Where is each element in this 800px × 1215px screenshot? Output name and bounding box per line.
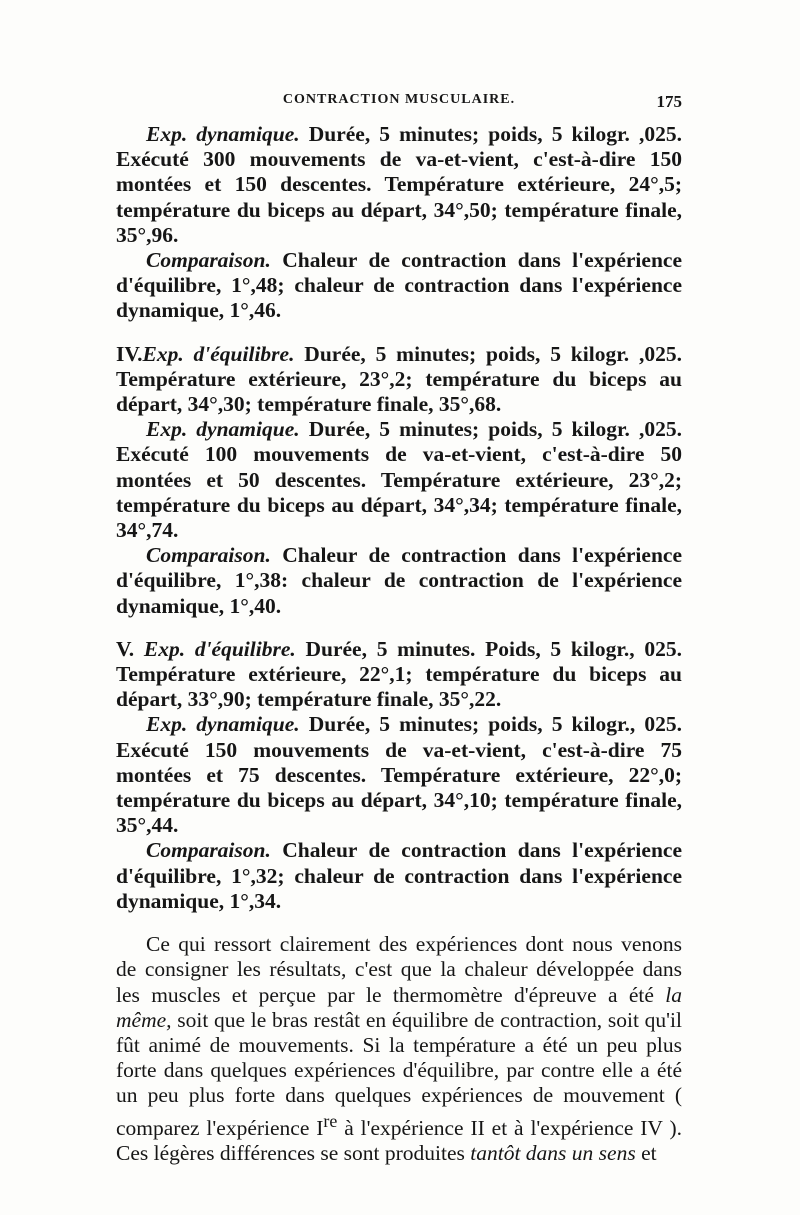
paragraph-conclusion xyxy=(116,932,682,1166)
paragraph-text: Durée, 5 minutes; poids, 5 kilogr. ,025. Température extérieure, 23°,2; température du biceps au départ, 34°,30; température finale, 35°,68. xyxy=(116,341,682,417)
paragraph-label: Comparaison. xyxy=(146,248,271,273)
conclusion-emphasis-3: dans un sens xyxy=(525,1140,636,1165)
paragraph-exp-equilibre-5 xyxy=(116,637,682,713)
conclusion-text-1: Ce qui ressort clairement des expériences dont nous venons de consigner les résultats, c'est que la chaleur développée dans les muscles et perçue par le thermomètre d'épreuve a été xyxy=(116,932,682,1007)
experiment-number: IV. xyxy=(116,341,143,366)
conclusion-text-5: et xyxy=(635,1140,657,1165)
paragraph-text: Chaleur de contraction dans l'expérience d'équilibre, 1°,48; chaleur de contraction dans l'expérience dynamique, 1°,46. xyxy=(116,248,682,323)
paragraph-exp-equilibre-4 xyxy=(116,342,682,418)
paragraph-exp-dynamique-4 xyxy=(116,417,682,543)
conclusion-text-2: soit que le bras restât en équilibre de contraction, soit qu'il fût animé de mouvements. Si la température a été un peu plus forte dans quelques expériences d'équilibre, par contre elle a été un peu plus forte dans quelques expériences de mouvement ( comparez l'expérience I xyxy=(116,1007,682,1140)
paragraph-label: Exp. dynamique. xyxy=(146,712,300,737)
paragraph-comparaison-5 xyxy=(116,838,682,914)
conclusion-text-3: à l'expérience II et à l'expérience IV ). Ces légères différences se sont produites xyxy=(116,1115,682,1165)
paragraph-text: Chaleur de contraction dans l'expérience d'équilibre, 1°,38: chaleur de contraction de l'expérience dynamique, 1°,40. xyxy=(116,543,682,618)
paragraph-text: Durée, 5 minutes. Poids, 5 kilogr., 025. Température extérieure, 22°,1; température du biceps au départ, 33°,90; température finale, 35°,22. xyxy=(116,636,682,712)
body-text xyxy=(116,122,682,1166)
page-number: 175 xyxy=(656,92,682,111)
paragraph-text: Durée, 5 minutes; poids, 5 kilogr. ,025. Exécuté 300 mouvements de va-et-vient, c'est-à-dire 150 montées et 150 descentes. Température extérieure, 24°,5; température du biceps au départ, 34°,50; température finale, 35°,96. xyxy=(116,122,682,247)
paragraph-exp-dynamique-5 xyxy=(116,712,682,838)
paragraph-label: Exp. dynamique. xyxy=(146,417,300,442)
page-header xyxy=(116,92,682,118)
paragraph-label: Exp. dynamique. xyxy=(146,122,300,146)
paragraph-label: Comparaison. xyxy=(146,543,271,568)
paragraph-comparaison-3 xyxy=(116,248,682,324)
paragraph-text: Chaleur de contraction dans l'expérience d'équilibre, 1°,32; chaleur de contraction dans l'expérience dynamique, 1°,34. xyxy=(116,838,682,913)
running-title: CONTRACTION MUSCULAIRE. xyxy=(282,92,516,107)
paragraph-label: Exp. d'équilibre. xyxy=(143,636,296,661)
conclusion-emphasis-2: tantôt xyxy=(470,1140,521,1165)
paragraph-text: Durée, 5 minutes; poids, 5 kilogr., 025. Exécuté 150 mouvements de va-et-vient, c'est-à-dire 75 montées et 75 descentes. Température extérieure, 22°,0; température du biceps au départ, 34°,10; température finale, 35°,44. xyxy=(116,712,682,838)
paragraph-label: Comparaison. xyxy=(146,838,271,863)
conclusion-superscript: re xyxy=(323,1110,338,1131)
experiment-number: V. xyxy=(116,636,135,661)
paragraph-exp-dynamique-3 xyxy=(116,122,682,248)
paragraph-text: Durée, 5 minutes; poids, 5 kilogr. ,025. Exécuté 100 mouvements de va-et-vient, c'est-à-dire 50 montées et 50 descentes. Température extérieure, 23°,2; température du biceps au départ, 34°,34; température finale, 34°,74. xyxy=(116,417,682,543)
paragraph-label: Exp. d'équilibre. xyxy=(142,341,295,366)
conclusion-emphasis-1: la même, xyxy=(116,982,682,1032)
paragraph-comparaison-4 xyxy=(116,543,682,619)
